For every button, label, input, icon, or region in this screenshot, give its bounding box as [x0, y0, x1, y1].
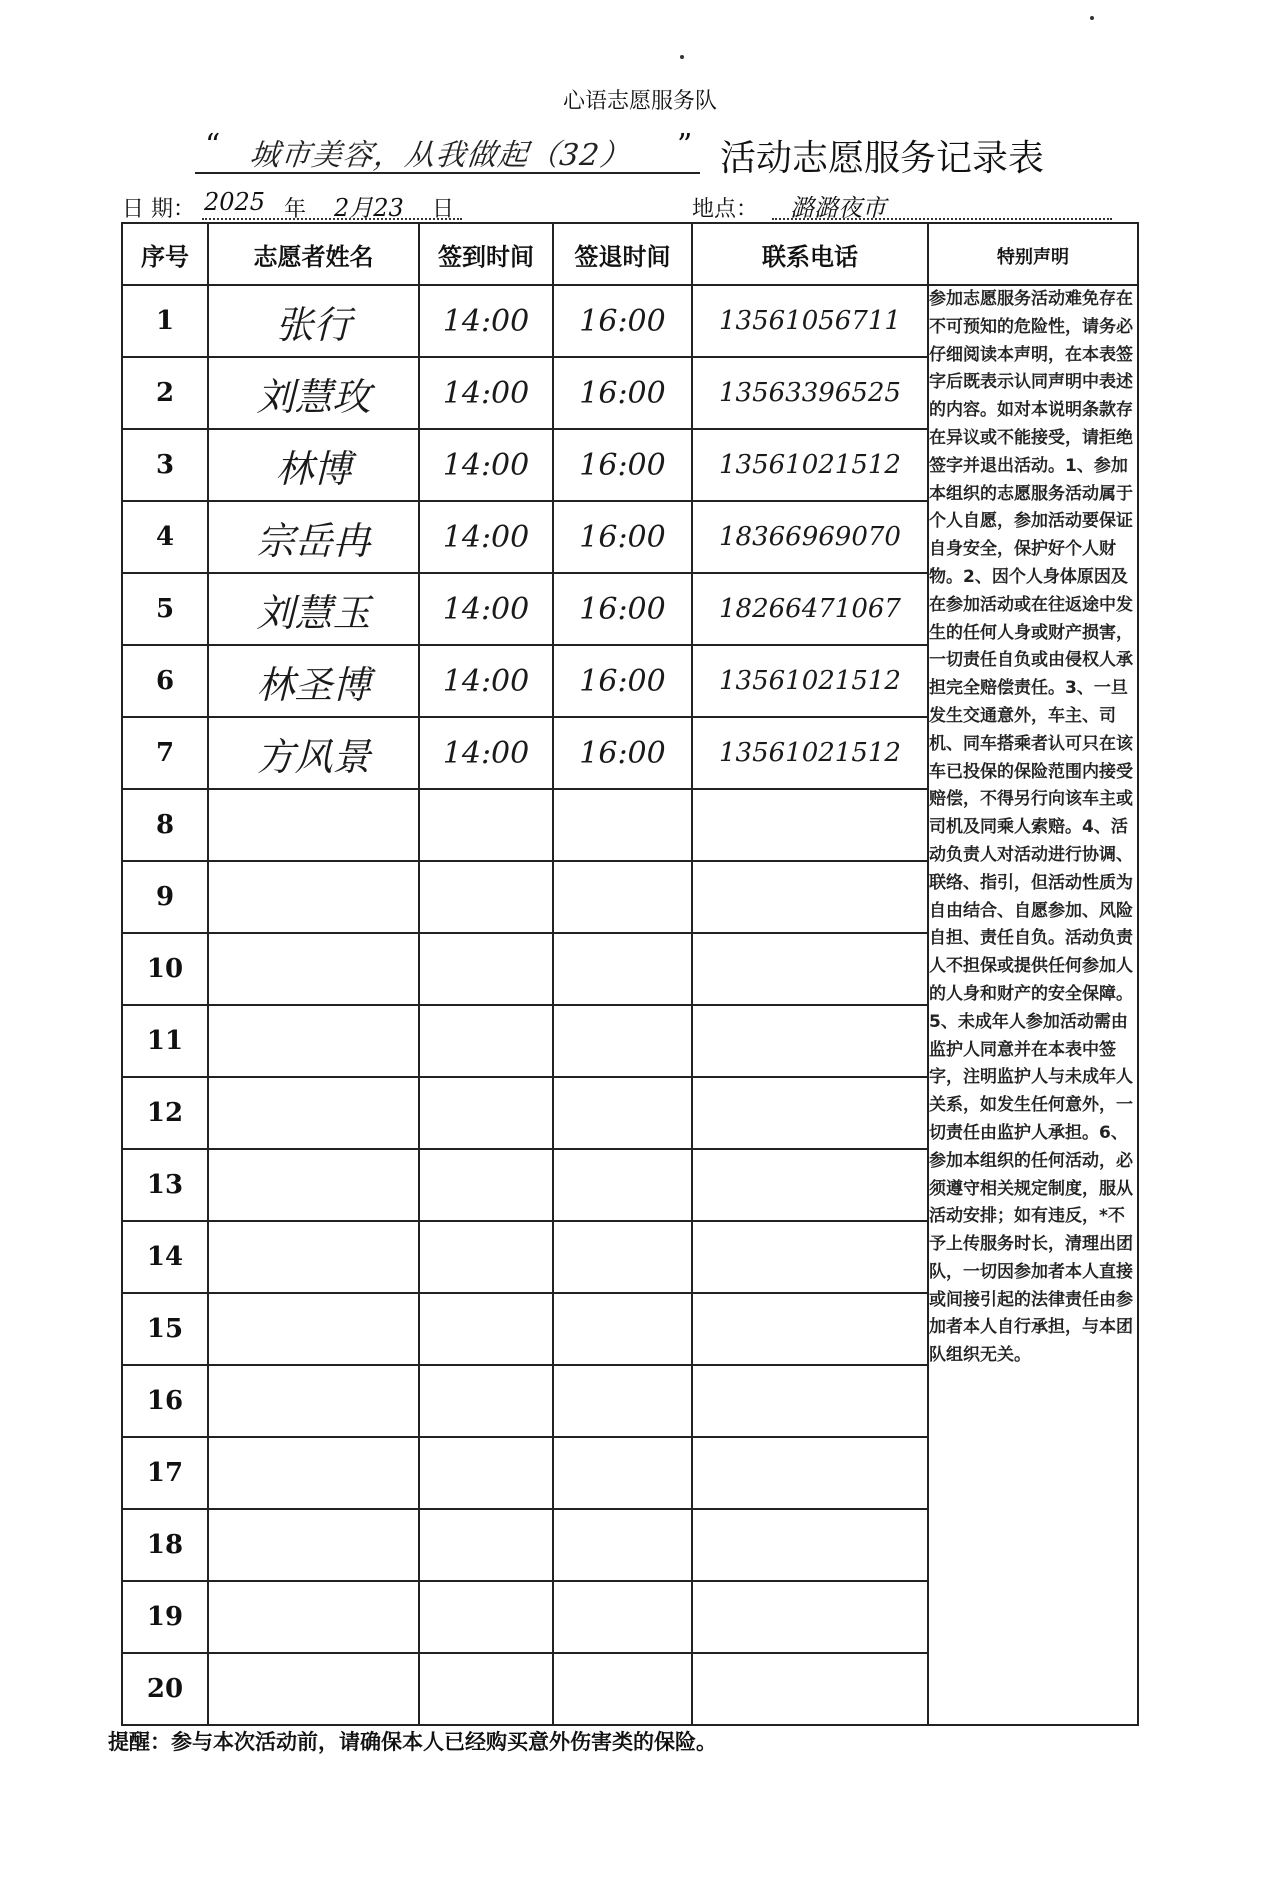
volunteer-name: 林圣博 [208, 645, 419, 717]
phone-number [692, 933, 928, 1005]
form-title-text: 活动志愿服务记录表 [720, 138, 1045, 179]
date-month-day: 2月23 [334, 194, 404, 222]
col-header-phone: 联系电话 [692, 223, 928, 285]
volunteer-name [208, 933, 419, 1005]
volunteer-name [208, 1653, 419, 1725]
date-underline [202, 218, 462, 220]
sign-out-time [553, 1293, 692, 1365]
sign-in-time: 14:00 [419, 717, 553, 789]
volunteer-name: 方风景 [208, 717, 419, 789]
activity-name-handwritten: 城市美容，从我做起（32） [247, 138, 633, 173]
org-name: 心语志愿服务队 [562, 89, 717, 114]
sign-in-time: 14:00 [419, 645, 553, 717]
footer-reminder: 提醒：参与本次活动前，请确保本人已经购买意外伤害类的保险。 [108, 1730, 717, 1754]
volunteer-table [121, 222, 1139, 1726]
phone-number: 13561021512 [692, 429, 928, 501]
row-number: 2 [122, 357, 208, 429]
volunteer-name [208, 1509, 419, 1581]
row-number: 13 [122, 1149, 208, 1221]
year-char: 年 [284, 197, 307, 222]
sign-in-time [419, 1005, 553, 1077]
row-number: 7 [122, 717, 208, 789]
volunteer-name [208, 1581, 419, 1653]
location-underline [772, 218, 1112, 220]
phone-number [692, 1437, 928, 1509]
quote-open: “ [205, 128, 221, 163]
location-value: 潞潞夜市 [790, 194, 886, 222]
volunteer-name [208, 1149, 419, 1221]
sign-out-time: 16:00 [553, 429, 692, 501]
phone-number: 13561021512 [692, 717, 928, 789]
row-number: 16 [122, 1365, 208, 1437]
sign-out-time [553, 1437, 692, 1509]
row-number: 1 [122, 285, 208, 357]
row-number: 11 [122, 1005, 208, 1077]
sign-in-time [419, 861, 553, 933]
row-number: 6 [122, 645, 208, 717]
row-number: 12 [122, 1077, 208, 1149]
sign-in-time [419, 933, 553, 1005]
phone-number [692, 861, 928, 933]
volunteer-name: 张行 [208, 285, 419, 357]
sign-out-time: 16:00 [553, 285, 692, 357]
volunteer-name [208, 1221, 419, 1293]
volunteer-name: 刘慧玫 [208, 357, 419, 429]
phone-number: 13561021512 [692, 645, 928, 717]
sign-out-time [553, 1509, 692, 1581]
volunteer-name: 刘慧玉 [208, 573, 419, 645]
activity-name-underline [195, 172, 700, 174]
volunteer-name [208, 1293, 419, 1365]
col-header-name: 志愿者姓名 [208, 223, 419, 285]
volunteer-name [208, 861, 419, 933]
sign-in-time [419, 1149, 553, 1221]
sign-in-time: 14:00 [419, 357, 553, 429]
phone-number [692, 1653, 928, 1725]
phone-number [692, 789, 928, 861]
sign-out-time: 16:00 [553, 645, 692, 717]
row-number: 10 [122, 933, 208, 1005]
volunteer-name [208, 1005, 419, 1077]
sign-out-time [553, 1581, 692, 1653]
sign-in-time [419, 1293, 553, 1365]
row-number: 17 [122, 1437, 208, 1509]
sign-out-time [553, 861, 692, 933]
sign-in-time [419, 1509, 553, 1581]
row-number: 19 [122, 1581, 208, 1653]
phone-number [692, 1365, 928, 1437]
sign-out-time [553, 789, 692, 861]
row-number: 5 [122, 573, 208, 645]
row-number: 4 [122, 501, 208, 573]
row-number: 20 [122, 1653, 208, 1725]
col-header-no: 序号 [122, 223, 208, 285]
sign-in-time [419, 1221, 553, 1293]
row-number: 14 [122, 1221, 208, 1293]
sign-in-time: 14:00 [419, 285, 553, 357]
sign-in-time: 14:00 [419, 501, 553, 573]
day-char: 日 [432, 197, 455, 222]
sign-out-time [553, 1365, 692, 1437]
phone-number [692, 1149, 928, 1221]
sign-out-time [553, 1221, 692, 1293]
sign-in-time [419, 1653, 553, 1725]
sign-in-time [419, 1365, 553, 1437]
row-number: 9 [122, 861, 208, 933]
row-number: 8 [122, 789, 208, 861]
date-year: 2025 [204, 188, 266, 216]
sign-in-time: 14:00 [419, 573, 553, 645]
col-header-declaration: 特别声明 [928, 223, 1138, 285]
form-title [195, 128, 1095, 180]
phone-number [692, 1221, 928, 1293]
volunteer-name [208, 1077, 419, 1149]
col-header-sign-in: 签到时间 [419, 223, 553, 285]
phone-number [692, 1581, 928, 1653]
sign-out-time [553, 1077, 692, 1149]
phone-number [692, 1077, 928, 1149]
col-header-sign-out: 签退时间 [553, 223, 692, 285]
sign-out-time: 16:00 [553, 501, 692, 573]
table-row [122, 285, 1138, 357]
quote-close: ” [677, 128, 693, 163]
phone-number: 13561056711 [692, 285, 928, 357]
phone-number: 13563396525 [692, 357, 928, 429]
phone-number [692, 1293, 928, 1365]
volunteer-name [208, 789, 419, 861]
phone-number: 18266471067 [692, 573, 928, 645]
sign-out-time: 16:00 [553, 573, 692, 645]
phone-number [692, 1509, 928, 1581]
sign-in-time [419, 1581, 553, 1653]
sign-in-time [419, 1437, 553, 1509]
phone-number: 18366969070 [692, 501, 928, 573]
sign-out-time [553, 1005, 692, 1077]
sign-out-time [553, 933, 692, 1005]
sign-in-time [419, 1077, 553, 1149]
row-number: 15 [122, 1293, 208, 1365]
volunteer-name [208, 1437, 419, 1509]
sign-out-time: 16:00 [553, 717, 692, 789]
declaration-text: 参加志愿服务活动难免存在不可预知的危险性，请务必仔细阅读本声明，在本表签字后既表示认同声明中表述的内容。如对本说明条款存在异议或不能接受，请拒绝签字并退出活动。1、参加本组织的志愿服务活动属于个人自愿，参加活动要保证自身安全，保护好个人财物。2、因个人身体原因及在参加活动或在往返途中发生的任何人身或财产损害，一切责任自负或由侵权人承担完全赔偿责任。3、一旦发生交通意外，车主、司机、同车搭乘者认可只在该车已投保的保险范围内接受赔偿，不得另行向该车主或司机及同乘人索赔。4、活动负责人对活动进行协调、联络、指引，但活动性质为自由结合、自愿参加、风险自担、责任自负。活动负责人不担保或提供任何参加人的人身和财产的安全保障。5、未成年人参加活动需由监护人同意并在本表中签字，注明监护人与未成年人关系，如发生任何意外，一切责任由监护人承担。6、参加本组织的任何活动，必须遵守相关规定制度，服从活动安排；如有违反，*不予上传服务时长，清理出团队，一切因参加者本人直接或间接引起的法律责任由参加者本人自行承担，与本团队组织无关。 [928, 285, 1138, 1725]
row-number: 3 [122, 429, 208, 501]
phone-number [692, 1005, 928, 1077]
volunteer-name: 宗岳冉 [208, 501, 419, 573]
volunteer-name: 林博 [208, 429, 419, 501]
scan-speck [680, 55, 684, 59]
location-label: 地点： [692, 197, 759, 222]
sign-out-time [553, 1653, 692, 1725]
row-number: 18 [122, 1509, 208, 1581]
date-label: 日 期： [122, 197, 195, 222]
scan-speck [1090, 16, 1094, 20]
sign-out-time: 16:00 [553, 357, 692, 429]
volunteer-name [208, 1365, 419, 1437]
sign-in-time [419, 789, 553, 861]
sign-in-time: 14:00 [419, 429, 553, 501]
sign-out-time [553, 1149, 692, 1221]
table-header-row [122, 223, 1138, 285]
